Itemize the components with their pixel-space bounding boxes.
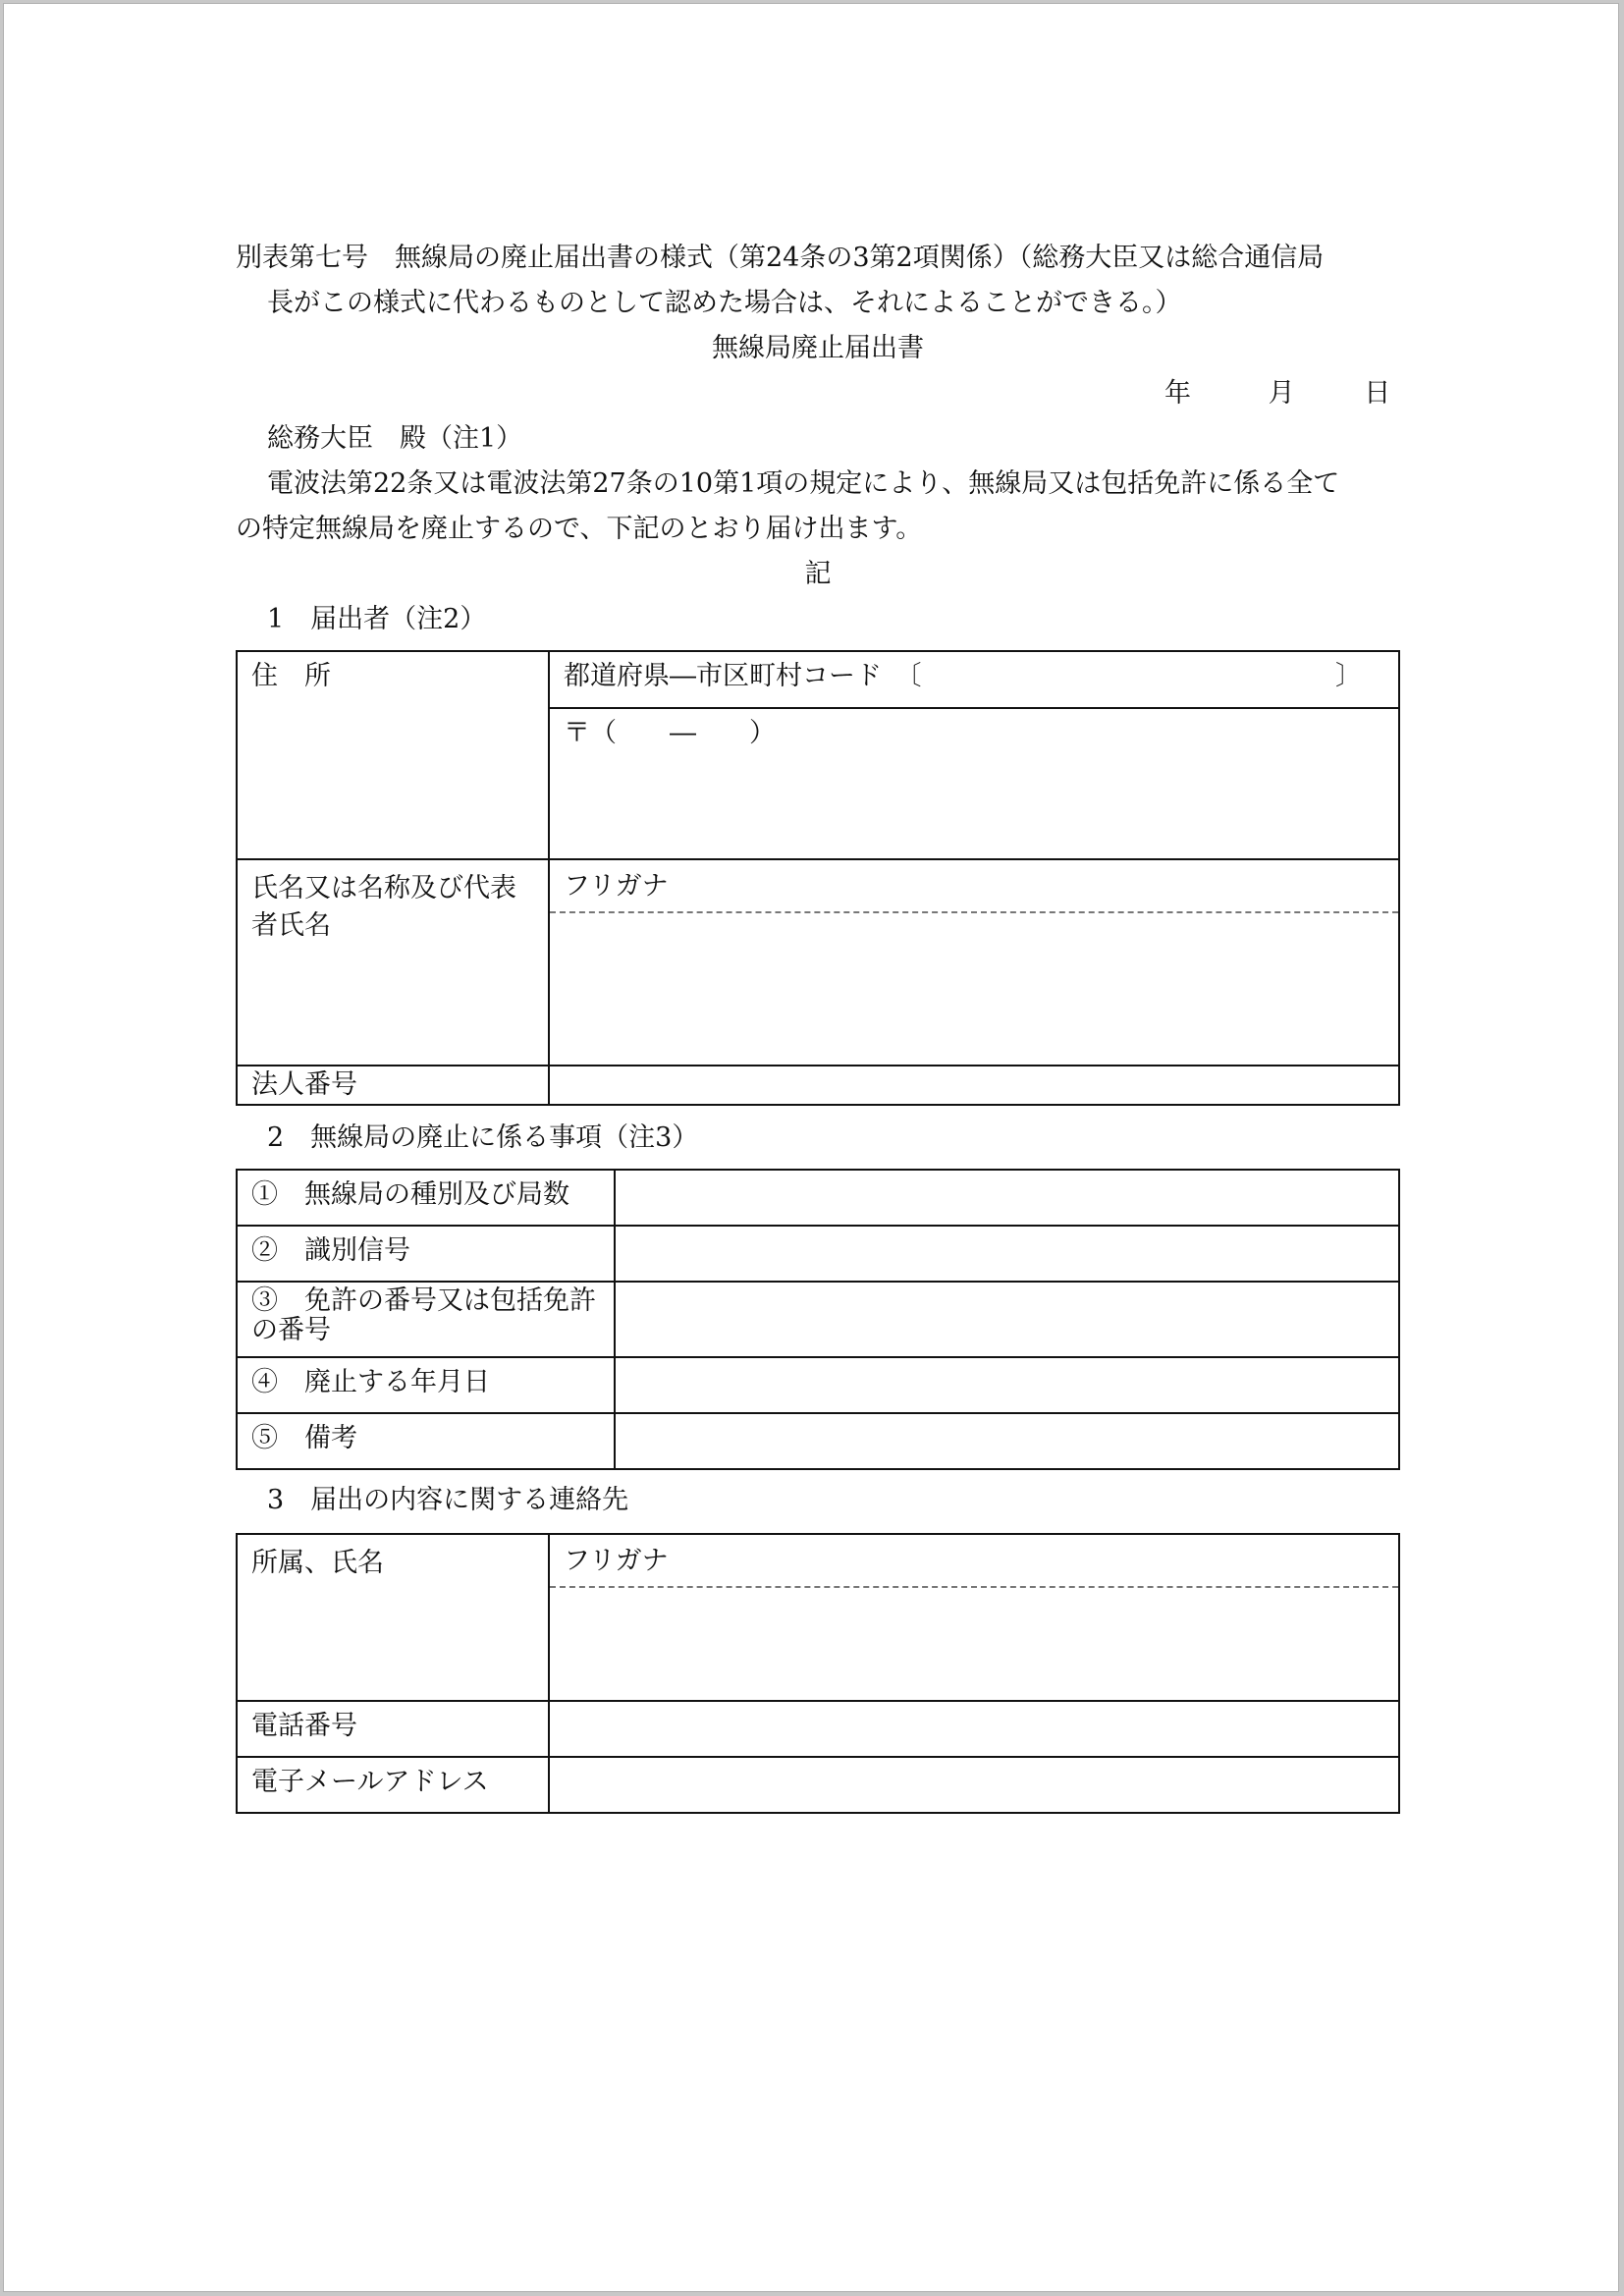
name-furigana: フリガナ xyxy=(550,860,1398,913)
section1-heading: 1 届出者（注2） xyxy=(267,604,487,634)
address-input-cell[interactable] xyxy=(549,708,1399,859)
call-sign-cell[interactable] xyxy=(615,1226,1399,1282)
section3-heading: 3 届出の内容に関する連絡先 xyxy=(267,1485,629,1515)
date-line xyxy=(236,371,1400,416)
body-line-2: の特定無線局を廃止するので、下記のとおり届け出ます。 xyxy=(236,514,923,544)
postal-code: 〒（ ― ） xyxy=(564,718,776,748)
license-number-label-text: ③ 免許の番号又は包括免許の番号 xyxy=(251,1285,596,1345)
affiliation-label: 所属、氏名 xyxy=(237,1534,549,1701)
call-sign-label: ② 識別信号 xyxy=(237,1226,615,1282)
name-input-cell[interactable] xyxy=(549,859,1399,1066)
corporate-number-cell[interactable] xyxy=(549,1066,1399,1105)
section2-heading: 2 無線局の廃止に係る事項（注3） xyxy=(267,1122,699,1153)
form-title: 無線局廃止届出書 xyxy=(712,333,924,363)
affiliation-input-cell[interactable] xyxy=(549,1534,1399,1701)
corporate-number-label: 法人番号 xyxy=(237,1066,549,1105)
affiliation-furigana: フリガナ xyxy=(550,1535,1398,1588)
date-day: 日 xyxy=(1364,378,1391,409)
station-table xyxy=(236,1169,1400,1470)
contact-table xyxy=(236,1533,1400,1814)
date-month: 月 xyxy=(1268,378,1295,409)
applicant-table xyxy=(236,650,1400,1106)
abolition-date-label: ④ 廃止する年月日 xyxy=(237,1357,615,1413)
station-type-label: ① 無線局の種別及び局数 xyxy=(237,1170,615,1226)
license-number-cell[interactable] xyxy=(615,1282,1399,1357)
remarks-label: ⑤ 備考 xyxy=(237,1413,615,1469)
ki-heading: 記 xyxy=(804,559,832,589)
document-page xyxy=(3,3,1619,2292)
date-year: 年 xyxy=(1164,378,1191,409)
municipality-code-cell[interactable] xyxy=(549,651,1399,708)
abolition-date-cell[interactable] xyxy=(615,1357,1399,1413)
address-label: 住 所 xyxy=(237,651,549,859)
email-cell[interactable] xyxy=(549,1757,1399,1813)
name-label: 氏名又は名称及び代表者氏名 xyxy=(237,859,549,1066)
municipality-code-label: 都道府県―市区町村コード 〔 xyxy=(564,661,922,691)
addressee: 総務大臣 殿（注1） xyxy=(267,423,523,454)
email-label: 電子メールアドレス xyxy=(237,1757,549,1813)
license-number-label xyxy=(237,1282,615,1357)
form-caption-line-2: 長がこの様式に代わるものとして認めた場合は、それによることができる。） xyxy=(267,288,1182,318)
station-type-cell[interactable] xyxy=(615,1170,1399,1226)
phone-label: 電話番号 xyxy=(237,1701,549,1757)
form-caption-line-1: 別表第七号 無線局の廃止届出書の様式（第24条の3第2項関係）（総務大臣又は総合通信局 xyxy=(236,243,1325,273)
body-line-1: 電波法第22条又は電波法第27条の10第1項の規定により、無線局又は包括免許に係る全て xyxy=(267,468,1340,499)
form-content xyxy=(236,236,1400,1814)
municipality-code-close: 〕 xyxy=(1335,661,1362,691)
phone-cell[interactable] xyxy=(549,1701,1399,1757)
remarks-cell[interactable] xyxy=(615,1413,1399,1469)
